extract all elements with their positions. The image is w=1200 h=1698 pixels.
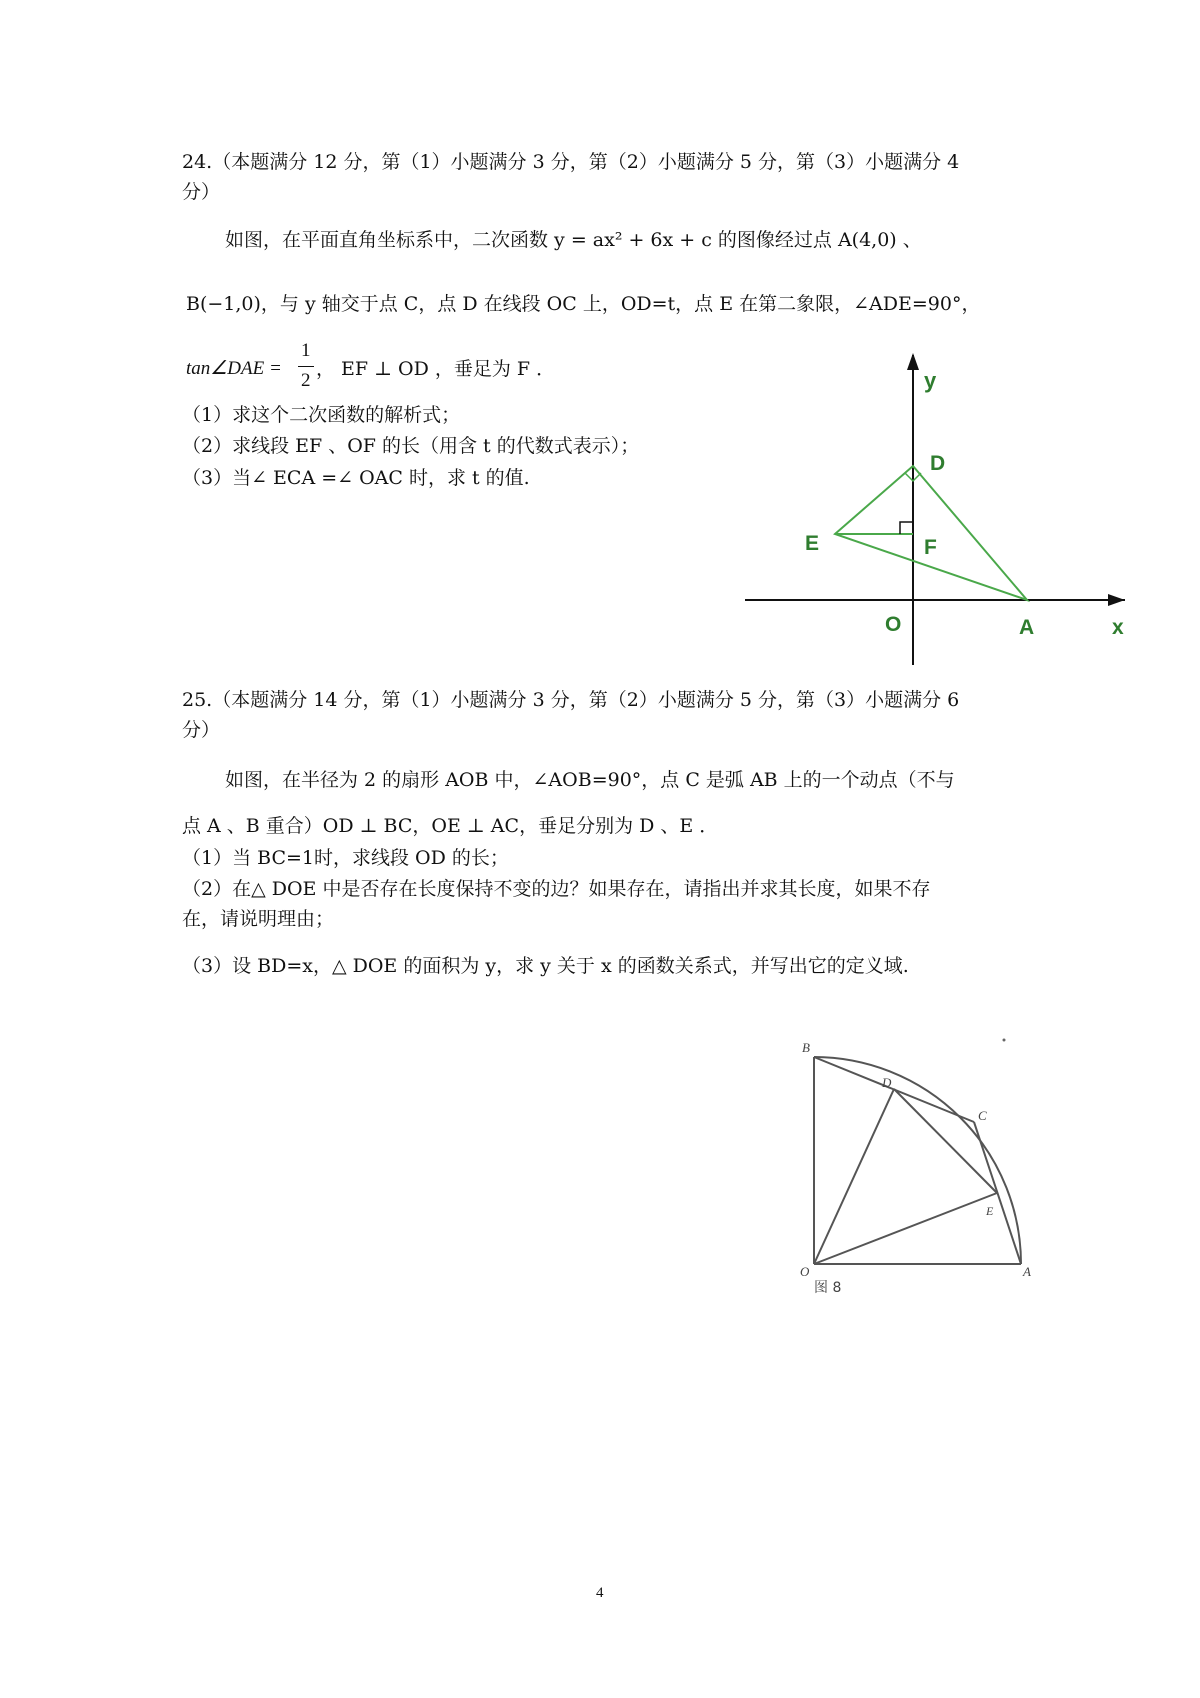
stray-dot <box>1003 1039 1006 1042</box>
label-x: x <box>1112 616 1124 639</box>
arc-ab <box>814 1057 1021 1264</box>
label-d: D <box>930 452 946 475</box>
label-b: B <box>802 1040 810 1055</box>
label-d: D <box>882 1075 892 1090</box>
q25-sector-figure <box>790 1020 1060 1300</box>
label-f: F <box>924 536 937 559</box>
q24-header-line1: 24.（本题满分 12 分，第（1）小题满分 3 分，第（2）小题满分 5 分，第（3）小题满分 4 <box>182 151 960 173</box>
x-axis-arrow <box>1108 594 1125 606</box>
q24-coordinate-figure <box>740 350 1140 670</box>
q24-item-3: （3）当∠ ECA =∠ OAC 时，求 t 的值. <box>182 467 530 489</box>
q24-tan-expression: tan∠DAE = <box>186 358 282 379</box>
label-a: A <box>1023 1264 1031 1279</box>
label-e: E <box>986 1204 994 1218</box>
q24-paragraph-3-tail: ， EF ⊥ OD ，垂足为 F ． <box>316 358 556 380</box>
q25-item-2-line2: 在，请说明理由； <box>182 908 335 930</box>
q24-paragraph-1: 如图，在平面直角坐标系中，二次函数 y = ax² + 6x + c 的图像经过点 A(4,0) 、 <box>225 229 922 251</box>
q25-item-3: （3）设 BD=x，△ DOE 的面积为 y，求 y 关于 x 的函数关系式，并写出它的定义域. <box>182 955 909 977</box>
q25-item-1: （1）当 BC=1时，求线段 OD 的长； <box>182 847 509 869</box>
q24-item-2: （2）求线段 EF 、OF 的长（用含 t 的代数式表示）； <box>182 435 640 457</box>
label-y: y <box>924 368 937 393</box>
q25-paragraph-2: 点 A 、B 重合）OD ⊥ BC，OE ⊥ AC，垂足分别为 D 、E ． <box>182 815 719 837</box>
q24-item-1: （1）求这个二次函数的解析式； <box>182 404 461 426</box>
chord-ac <box>974 1122 1021 1264</box>
label-o: O <box>885 613 902 636</box>
q25-header-line1: 25.（本题满分 14 分，第（1）小题满分 3 分，第（2）小题满分 5 分，第（3）小题满分 6 <box>182 689 960 711</box>
y-axis-arrow <box>907 353 919 370</box>
q25-paragraph-1: 如图，在半径为 2 的扇形 AOB 中，∠AOB=90°，点 C 是弧 AB 上的一个动点（不与 <box>225 769 955 791</box>
figure-caption: 图 8 <box>814 1280 842 1296</box>
label-a: A <box>1019 616 1035 639</box>
q24-fraction-numerator: 1 <box>301 340 311 361</box>
page-number: 4 <box>596 1585 604 1601</box>
q24-header-line2: 分） <box>182 181 221 203</box>
right-angle-mark-f <box>900 522 913 534</box>
label-e: E <box>805 532 820 555</box>
q25-item-2-line1: （2）在△ DOE 中是否存在长度保持不变的边？如果存在，请指出并求其长度，如果不存 <box>182 878 931 900</box>
q25-header-line2: 分） <box>182 719 221 741</box>
label-o: O <box>800 1264 810 1279</box>
q24-fraction-bar <box>298 366 314 367</box>
q24-fraction-denominator: 2 <box>301 370 311 391</box>
q24-paragraph-2: B(−1,0)，与 y 轴交于点 C，点 D 在线段 OC 上，OD=t，点 E 在第二象限，∠ADE=90°， <box>186 293 981 315</box>
label-c: C <box>978 1108 987 1123</box>
